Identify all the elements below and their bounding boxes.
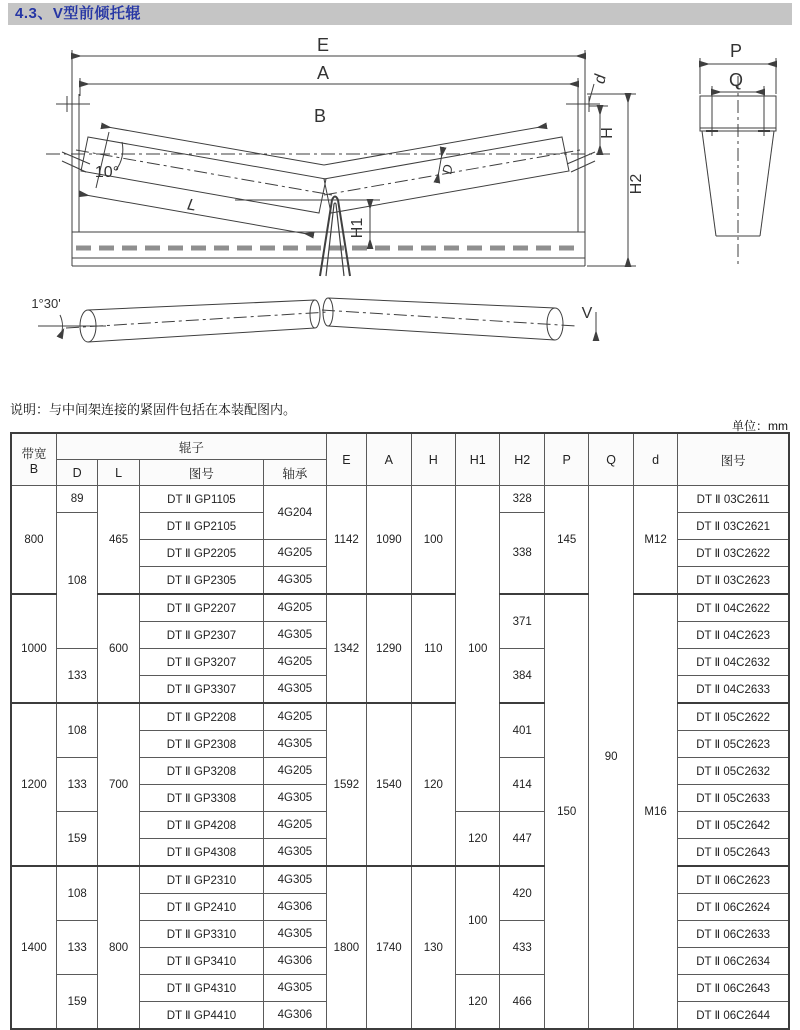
table-cell: DT Ⅱ GP3308 (139, 785, 263, 812)
table-cell: 700 (98, 703, 139, 866)
table-cell: 159 (56, 975, 97, 1030)
table-cell: 371 (500, 594, 544, 649)
table-cell: 4G204 (264, 486, 327, 540)
dim-label-B: B (313, 106, 327, 126)
table-cell: 328 (500, 486, 544, 513)
table-row (11, 486, 789, 513)
table-cell: M12 (633, 486, 677, 595)
table-cell: DT Ⅱ GP2305 (139, 567, 263, 595)
table-cell: 414 (500, 758, 544, 812)
table-cell: DT Ⅱ 05C2643 (678, 839, 789, 867)
table-cell: DT Ⅱ 03C2623 (678, 567, 789, 595)
table-cell: 1800 (326, 866, 366, 1029)
unit-label: 单位：mm (732, 419, 788, 433)
angle-label-130: 1°30' (31, 296, 61, 311)
table-cell: 133 (56, 758, 97, 812)
table-cell: 4G305 (264, 866, 327, 894)
table-cell: DT Ⅱ 03C2622 (678, 540, 789, 567)
table-cell: 4G305 (264, 839, 327, 867)
table-cell: DT Ⅱ GP3207 (139, 649, 263, 676)
plan-view (38, 298, 596, 342)
table-cell: 1200 (11, 703, 56, 866)
table-cell: 800 (98, 866, 139, 1029)
front-view (46, 50, 636, 276)
table-cell: DT Ⅱ 03C2611 (678, 486, 789, 513)
table-cell: 466 (500, 975, 544, 1030)
table-cell: DT Ⅱ GP2105 (139, 513, 263, 540)
table-cell: DT Ⅱ 06C2623 (678, 866, 789, 894)
table-cell: DT Ⅱ 05C2642 (678, 812, 789, 839)
table-cell: 4G305 (264, 622, 327, 649)
table-cell: DT Ⅱ GP4410 (139, 1002, 263, 1030)
v-label: V (581, 305, 593, 322)
table-cell: DT Ⅱ 06C2624 (678, 894, 789, 921)
dim-label-P: P (729, 41, 743, 61)
col-header-P: P (544, 433, 588, 486)
dim-label-Q: Q (728, 70, 744, 90)
table-cell: DT Ⅱ GP3307 (139, 676, 263, 704)
table-cell: DT Ⅱ 06C2643 (678, 975, 789, 1002)
table-cell: DT Ⅱ 04C2633 (678, 676, 789, 704)
center-bracket (320, 197, 350, 277)
table-cell: 1592 (326, 703, 366, 866)
table-cell: 4G305 (264, 975, 327, 1002)
table-cell: 384 (500, 649, 544, 704)
table-cell: DT Ⅱ GP4310 (139, 975, 263, 1002)
col-header-E: E (326, 433, 366, 486)
table-cell: 4G306 (264, 894, 327, 921)
assembly-note: 说明：与中间架连接的紧固件包括在本装配图内。 (10, 402, 297, 417)
table-cell: DT Ⅱ GP4308 (139, 839, 263, 867)
col-header-Q: Q (589, 433, 633, 486)
table-cell: 133 (56, 649, 97, 704)
table-cell: DT Ⅱ 05C2632 (678, 758, 789, 785)
table-row (11, 594, 789, 622)
table-cell: DT Ⅱ 06C2634 (678, 948, 789, 975)
table-cell: 100 (411, 486, 455, 595)
table-cell: DT Ⅱ 05C2633 (678, 785, 789, 812)
col-header-bearing: 轴承 (264, 460, 327, 486)
table-cell: 600 (98, 594, 139, 703)
table-cell: 4G305 (264, 731, 327, 758)
table-cell: 90 (589, 486, 633, 1030)
table-cell: DT Ⅱ 05C2622 (678, 703, 789, 731)
table-cell: 110 (411, 594, 455, 703)
table-cell: DT Ⅱ GP3410 (139, 948, 263, 975)
table-cell: 1290 (367, 594, 411, 703)
col-header-L: L (98, 460, 139, 486)
table-cell: 130 (411, 866, 455, 1029)
spec-table (10, 432, 790, 1030)
table-cell: DT Ⅱ GP2308 (139, 731, 263, 758)
dim-label-H2: H2 (628, 173, 645, 195)
col-header-frame-drawing-no: 图号 (678, 433, 789, 486)
table-cell: 338 (500, 513, 544, 595)
table-cell: 120 (456, 812, 500, 867)
table-cell: DT Ⅱ GP2307 (139, 622, 263, 649)
spec-table-header (11, 433, 789, 486)
table-cell: 4G306 (264, 948, 327, 975)
table-cell: 108 (56, 866, 97, 921)
dim-label-H1: H1 (349, 217, 366, 239)
table-cell: 4G305 (264, 567, 327, 595)
table-cell: 120 (411, 703, 455, 866)
table-cell: 433 (500, 921, 544, 975)
col-header-A: A (367, 433, 411, 486)
table-cell: 465 (98, 486, 139, 595)
table-cell: DT Ⅱ GP2207 (139, 594, 263, 622)
col-header-bandwidth: 带宽 B (11, 433, 56, 486)
table-cell: DT Ⅱ GP2208 (139, 703, 263, 731)
table-cell: 159 (56, 812, 97, 867)
table-cell: 108 (56, 703, 97, 758)
table-cell: 800 (11, 486, 56, 595)
angle-label-10: 10° (94, 164, 120, 181)
table-cell: 1342 (326, 594, 366, 703)
table-cell: DT Ⅱ GP2410 (139, 894, 263, 921)
dim-label-A: A (316, 63, 330, 83)
table-cell: DT Ⅱ 05C2623 (678, 731, 789, 758)
col-header-D: D (56, 460, 97, 486)
table-cell: 1142 (326, 486, 366, 595)
table-cell: 100 (456, 866, 500, 975)
table-cell: 420 (500, 866, 544, 921)
table-cell: 1740 (367, 866, 411, 1029)
table-cell: 4G205 (264, 812, 327, 839)
table-cell: 1090 (367, 486, 411, 595)
table-cell: 89 (56, 486, 97, 513)
table-cell: 4G205 (264, 758, 327, 785)
table-cell: DT Ⅱ 04C2623 (678, 622, 789, 649)
col-header-roller-group: 辊子 (56, 433, 326, 460)
table-cell: DT Ⅱ GP3310 (139, 921, 263, 948)
dim-label-D: D (439, 163, 456, 176)
table-cell: 150 (544, 594, 588, 1029)
table-cell: DT Ⅱ 03C2621 (678, 513, 789, 540)
table-cell: 100 (456, 486, 500, 812)
dim-label-H: H (599, 127, 616, 139)
table-cell: DT Ⅱ GP3208 (139, 758, 263, 785)
table-cell: 4G305 (264, 676, 327, 704)
table-cell: 133 (56, 921, 97, 975)
col-header-d: d (633, 433, 677, 486)
table-cell: 4G205 (264, 703, 327, 731)
dim-label-E: E (316, 36, 330, 55)
table-cell: DT Ⅱ 04C2632 (678, 649, 789, 676)
table-cell: DT Ⅱ GP1105 (139, 486, 263, 513)
col-header-H2: H2 (500, 433, 544, 486)
d-leader-line (589, 84, 594, 102)
table-cell: 145 (544, 486, 588, 595)
table-cell: DT Ⅱ GP2205 (139, 540, 263, 567)
table-cell: DT Ⅱ 06C2644 (678, 1002, 789, 1030)
table-cell: M16 (633, 594, 677, 1029)
table-cell: DT Ⅱ GP2310 (139, 866, 263, 894)
table-cell: 447 (500, 812, 544, 867)
table-cell: 4G305 (264, 921, 327, 948)
dim-label-L: L (185, 196, 198, 215)
table-cell: 4G305 (264, 785, 327, 812)
dim-label-d: d (591, 73, 610, 86)
table-cell: 1400 (11, 866, 56, 1029)
table-cell: 1540 (367, 703, 411, 866)
table-cell: DT Ⅱ GP4208 (139, 812, 263, 839)
spec-table-body (11, 486, 789, 1030)
assembly-drawing (10, 36, 790, 394)
right-roller (324, 137, 569, 213)
table-cell: 1000 (11, 594, 56, 703)
table-cell: 4G205 (264, 540, 327, 567)
col-header-roller-drawing-no: 图号 (139, 460, 263, 486)
table-cell: DT Ⅱ 06C2633 (678, 921, 789, 948)
section-title: 4.3、V型前倾托辊 (8, 3, 792, 25)
table-cell: DT Ⅱ 04C2622 (678, 594, 789, 622)
col-header-H1: H1 (456, 433, 500, 486)
table-cell: 4G205 (264, 594, 327, 622)
table-cell: 4G306 (264, 1002, 327, 1030)
table-cell: 401 (500, 703, 544, 758)
col-header-H: H (411, 433, 455, 486)
table-cell: 4G205 (264, 649, 327, 676)
table-cell: 108 (56, 513, 97, 649)
table-cell: 120 (456, 975, 500, 1030)
